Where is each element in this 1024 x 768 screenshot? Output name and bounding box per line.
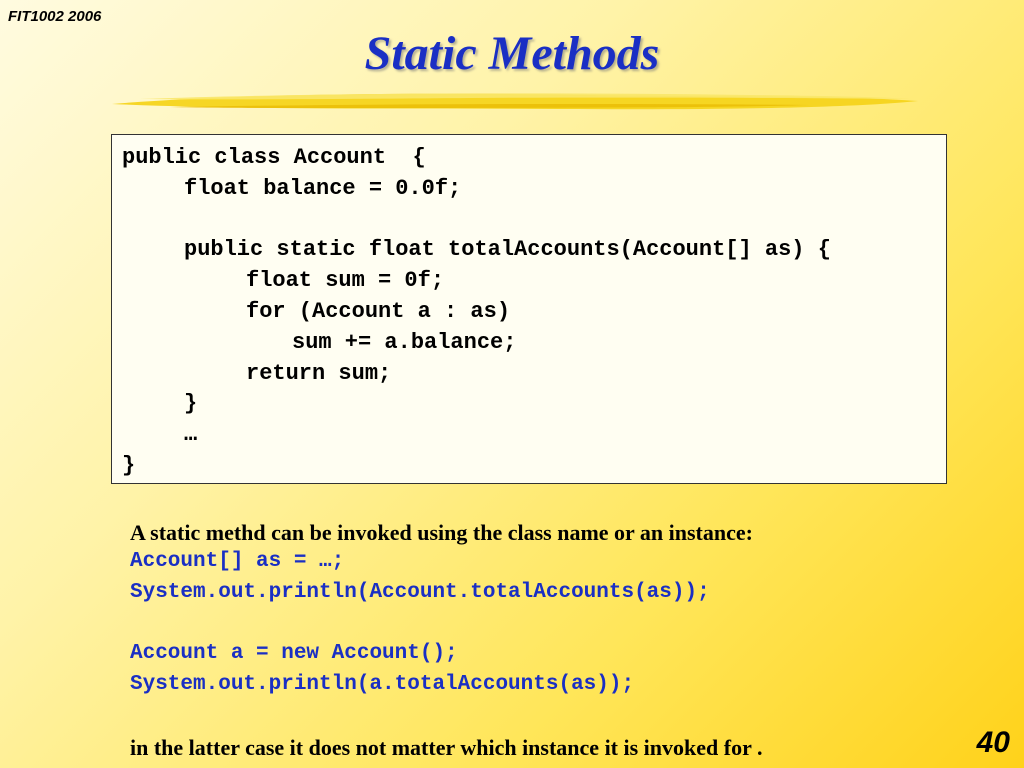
page-number: 40 bbox=[976, 726, 1010, 759]
explanation-note: in the latter case it does not matter which instance it is invoked for . bbox=[130, 735, 763, 760]
course-label: FIT1002 2006 bbox=[8, 8, 102, 25]
code-line: … bbox=[184, 422, 198, 448]
code-listing bbox=[122, 143, 831, 482]
slide-title: Static Methods bbox=[364, 27, 660, 80]
code-line: } bbox=[122, 452, 136, 478]
brush-stroke-divider bbox=[110, 86, 920, 116]
code-line bbox=[122, 205, 831, 236]
code-line: return sum; bbox=[246, 360, 392, 386]
code-line: } bbox=[184, 391, 198, 417]
example2-line2: System.out.println(a.totalAccounts(as)); bbox=[130, 673, 635, 696]
example2-line1: Account a = new Account(); bbox=[130, 642, 458, 665]
code-line: public static float totalAccounts(Account[] as) { bbox=[184, 237, 831, 263]
code-line: for (Account a : as) bbox=[246, 298, 511, 324]
code-line: float sum = 0f; bbox=[246, 268, 445, 294]
example1-line2: System.out.println(Account.totalAccounts(as)); bbox=[130, 581, 710, 604]
code-line: float balance = 0.0f; bbox=[184, 175, 462, 201]
explanation-intro: A static methd can be invoked using the class name or an instance: bbox=[130, 520, 753, 545]
code-line: sum += a.balance; bbox=[292, 329, 517, 355]
example1-line1: Account[] as = …; bbox=[130, 550, 345, 573]
code-line: public class Account { bbox=[122, 145, 426, 170]
code-box bbox=[111, 134, 947, 484]
